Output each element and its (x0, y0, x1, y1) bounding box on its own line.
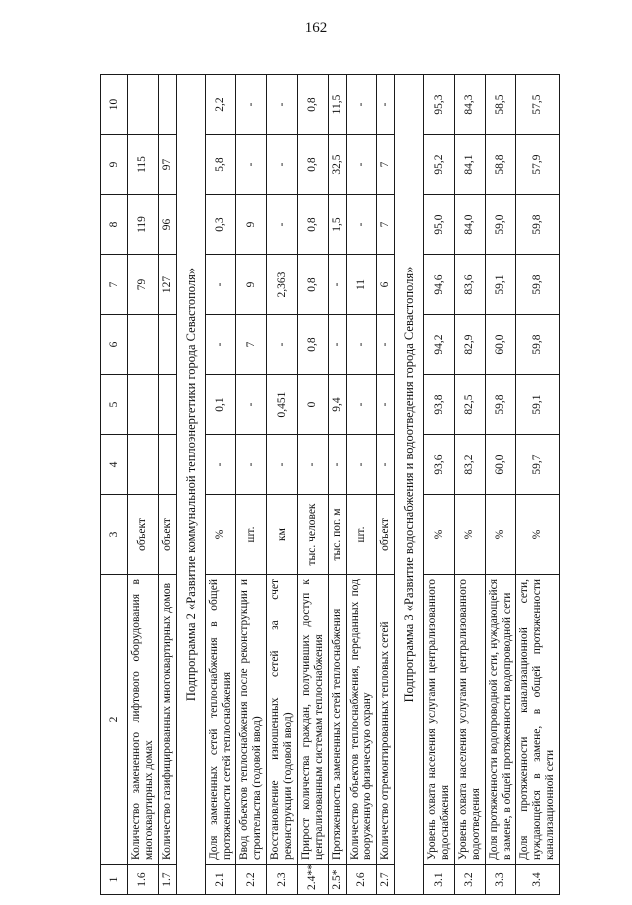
value-cell: 93,8 (424, 375, 455, 435)
value-cell: 9 (236, 195, 267, 255)
table-row (485, 75, 516, 895)
value-cell: 0,8 (297, 255, 328, 315)
value-cell: 0,8 (297, 195, 328, 255)
table-row (377, 75, 395, 895)
value-cell: - (328, 435, 346, 495)
value-cell: 83,2 (454, 435, 485, 495)
rotated-table-container (100, 75, 632, 895)
unit-cell: тыс. человек (297, 495, 328, 575)
row-number: 3.2 (454, 865, 485, 895)
unit-cell: км (267, 495, 298, 575)
value-cell: 59,7 (516, 435, 560, 495)
subprogram-row (395, 75, 424, 895)
value-cell: - (328, 255, 346, 315)
value-cell: 79 (128, 255, 159, 315)
value-cell: 95,2 (424, 135, 455, 195)
value-cell (128, 75, 159, 135)
indicators-table (100, 74, 560, 895)
table-body (128, 75, 560, 895)
indicator-name: Уровень охвата населения услугами централизованного водоотведения (454, 575, 485, 865)
value-cell: 83,6 (454, 255, 485, 315)
value-cell: 60,0 (485, 435, 516, 495)
header-cell: 2 (101, 575, 128, 865)
unit-cell: объект (128, 495, 159, 575)
value-cell: 9 (236, 255, 267, 315)
header-cell: 3 (101, 495, 128, 575)
header-row (101, 75, 128, 895)
value-cell: 59,8 (516, 195, 560, 255)
header-cell: 4 (101, 435, 128, 495)
unit-cell: % (205, 495, 236, 575)
value-cell: 84,0 (454, 195, 485, 255)
table-row (328, 75, 346, 895)
indicator-name: Протяженность замененных сетей теплоснабжения (328, 575, 346, 865)
value-cell (128, 375, 159, 435)
value-cell: 2,363 (267, 255, 298, 315)
row-number: 3.4 (516, 865, 560, 895)
value-cell: 59,0 (485, 195, 516, 255)
value-cell: 82,5 (454, 375, 485, 435)
value-cell: - (267, 435, 298, 495)
table-row (424, 75, 455, 895)
value-cell: - (346, 375, 377, 435)
indicator-name: Ввод объектов теплоснабжения после реконструкции и строительства (годовой ввод) (236, 575, 267, 865)
value-cell: 97 (158, 135, 176, 195)
indicator-name: Доля протяженности канализационной сети, нуждающейся в замене, в общей протяженности канализационной сети (516, 575, 560, 865)
value-cell (128, 315, 159, 375)
subprogram-row (176, 75, 205, 895)
header-cell: 8 (101, 195, 128, 255)
value-cell: - (267, 135, 298, 195)
unit-cell: шт. (346, 495, 377, 575)
indicator-name: Количество замененного лифтового оборудования в многоквартирных домах (128, 575, 159, 865)
value-cell: 11 (346, 255, 377, 315)
row-number: 2.7 (377, 865, 395, 895)
table-row (236, 75, 267, 895)
header-cell: 5 (101, 375, 128, 435)
value-cell: 0,1 (205, 375, 236, 435)
indicator-name: Доля протяженности водопроводной сети, нуждающейся в замене, в общей протяженности водопроводной сети (485, 575, 516, 865)
value-cell: 5,8 (205, 135, 236, 195)
value-cell: 59,8 (516, 315, 560, 375)
row-number: 3.3 (485, 865, 516, 895)
value-cell (158, 435, 176, 495)
value-cell: 127 (158, 255, 176, 315)
value-cell: - (346, 75, 377, 135)
header-cell: 9 (101, 135, 128, 195)
value-cell: 93,6 (424, 435, 455, 495)
value-cell: 59,1 (516, 375, 560, 435)
header-cell: 10 (101, 75, 128, 135)
unit-cell: % (424, 495, 455, 575)
value-cell: 7 (377, 135, 395, 195)
row-number: 3.1 (424, 865, 455, 895)
value-cell: 95,3 (424, 75, 455, 135)
indicator-name: Количество объектов теплоснабжения, переданных под вооруженную физическую охрану (346, 575, 377, 865)
unit-cell: % (485, 495, 516, 575)
value-cell: 95,0 (424, 195, 455, 255)
subprogram-title: Подпрограмма 2 «Развитие коммунальной теплоэнергетики города Севастополя» (176, 75, 205, 895)
subprogram-title: Подпрограмма 3 «Развитие водоснабжения и водоотведения города Севастополя» (395, 75, 424, 895)
value-cell: 57,9 (516, 135, 560, 195)
table-row (516, 75, 560, 895)
table-row (158, 75, 176, 895)
value-cell: 0,8 (297, 315, 328, 375)
value-cell: - (346, 135, 377, 195)
row-number: 2.5* (328, 865, 346, 895)
value-cell: - (267, 195, 298, 255)
value-cell (158, 315, 176, 375)
header-cell: 7 (101, 255, 128, 315)
value-cell: - (297, 435, 328, 495)
value-cell: 60,0 (485, 315, 516, 375)
unit-cell: шт. (236, 495, 267, 575)
value-cell: 58,8 (485, 135, 516, 195)
value-cell (158, 375, 176, 435)
indicator-name: Прирост количества граждан, получивших доступ к централизованным системам теплоснабжения (297, 575, 328, 865)
value-cell: 59,8 (516, 255, 560, 315)
value-cell: 7 (236, 315, 267, 375)
value-cell: 96 (158, 195, 176, 255)
value-cell: 1,5 (328, 195, 346, 255)
indicator-name: Уровень охвата населения услугами централизованного водоснабжения (424, 575, 455, 865)
indicator-name: Доля замененных сетей теплоснабжения в общей протяженности сетей теплоснабжения (205, 575, 236, 865)
header-cell: 6 (101, 315, 128, 375)
value-cell: 84,1 (454, 135, 485, 195)
value-cell: - (377, 435, 395, 495)
value-cell: 57,5 (516, 75, 560, 135)
unit-cell: % (516, 495, 560, 575)
value-cell: 7 (377, 195, 395, 255)
value-cell: - (328, 315, 346, 375)
table-row (128, 75, 159, 895)
row-number: 2.3 (267, 865, 298, 895)
value-cell: 0,451 (267, 375, 298, 435)
row-number: 1.7 (158, 865, 176, 895)
table-row (297, 75, 328, 895)
row-number: 2.4** (297, 865, 328, 895)
unit-cell: % (454, 495, 485, 575)
value-cell: 59,1 (485, 255, 516, 315)
page-number: 162 (304, 20, 328, 36)
value-cell: - (267, 315, 298, 375)
value-cell (128, 435, 159, 495)
value-cell: 32,5 (328, 135, 346, 195)
value-cell: 84,3 (454, 75, 485, 135)
table-row (267, 75, 298, 895)
value-cell: 11,5 (328, 75, 346, 135)
row-number: 1.6 (128, 865, 159, 895)
value-cell: 59,8 (485, 375, 516, 435)
value-cell: 82,9 (454, 315, 485, 375)
value-cell: - (346, 435, 377, 495)
value-cell: 94,2 (424, 315, 455, 375)
unit-cell: объект (158, 495, 176, 575)
table-row (205, 75, 236, 895)
value-cell: 6 (377, 255, 395, 315)
value-cell: - (267, 75, 298, 135)
table-row (346, 75, 377, 895)
value-cell: - (205, 255, 236, 315)
value-cell: - (236, 75, 267, 135)
value-cell: - (236, 135, 267, 195)
value-cell: - (205, 315, 236, 375)
value-cell: - (377, 75, 395, 135)
value-cell: 0 (297, 375, 328, 435)
unit-cell: тыс. пог. м (328, 495, 346, 575)
row-number: 2.6 (346, 865, 377, 895)
value-cell: - (346, 195, 377, 255)
value-cell: - (377, 315, 395, 375)
value-cell: 0,8 (297, 75, 328, 135)
value-cell: 9,4 (328, 375, 346, 435)
value-cell: - (205, 435, 236, 495)
value-cell: - (236, 375, 267, 435)
value-cell: - (346, 315, 377, 375)
value-cell: - (236, 435, 267, 495)
value-cell: 2,2 (205, 75, 236, 135)
value-cell (158, 75, 176, 135)
table-row (454, 75, 485, 895)
indicator-name: Количество газифицированных многоквартирных домов (158, 575, 176, 865)
value-cell: 0,8 (297, 135, 328, 195)
value-cell: 115 (128, 135, 159, 195)
row-number: 2.1 (205, 865, 236, 895)
value-cell: 94,6 (424, 255, 455, 315)
indicator-name: Восстановление изношенных сетей за счет реконструкции (годовой ввод) (267, 575, 298, 865)
value-cell: 119 (128, 195, 159, 255)
indicator-name: Количество отремонтированных тепловых сетей (377, 575, 395, 865)
header-cell: 1 (101, 865, 128, 895)
row-number: 2.2 (236, 865, 267, 895)
value-cell: - (377, 375, 395, 435)
value-cell: 58,5 (485, 75, 516, 135)
value-cell: 0,3 (205, 195, 236, 255)
unit-cell: объект (377, 495, 395, 575)
